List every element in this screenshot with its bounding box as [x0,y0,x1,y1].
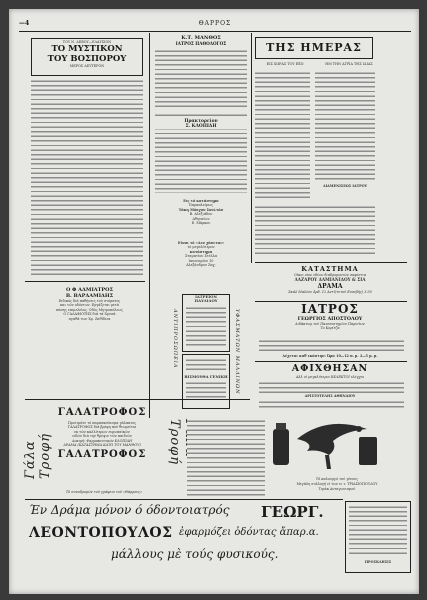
store-ad-line: Σταματίου Στέλλα [184,254,218,259]
section-rule [25,399,250,400]
arrivals-text [259,400,404,408]
serial-article-text [31,79,143,277]
galatrofos-side-text: Γάλα Τροφή [23,432,53,479]
store-ad-line: Είναι τό «Δεν χάνεται» [178,241,224,245]
banner-surname: ΛΕΟΝΤΟΠΟΥΛΟΣ [29,525,173,541]
store-notice [255,265,405,295]
section-rule [25,281,145,282]
column-subhead: ΕΙΣ ΧΩΡΑΣ ΤΟΥ ΕΞΩ [266,62,304,66]
section-rule [25,499,343,500]
column-rule [251,33,252,263]
serial-title: ΤΟ ΜΥΣΤΙΚΟΝ [51,44,123,55]
column-text [155,49,247,109]
galatrofos-title: ΓΑΛΑΤΡΟΦΟΣ [57,407,147,418]
store-ad-line: Ιανουαρίου 10 [188,258,214,263]
agency-ad [155,119,247,129]
page-number: —4 [19,20,30,27]
masthead: ΘΑΡΡΟΣ [198,20,232,27]
store-ad-line: τό μεγαλύτερον [187,245,215,250]
column-subhead: ΗΜ ΤΗΝ ΑΓΡΙΑ ΤΗΣ ΙΔΙΑΣ [325,62,373,66]
galatrofos-line: ΔΡΑΜΑ (ΚΑΤΑΣΤΗΜΑ ΚΑΤΩ ΤΟΥ ΜΑΝΘΟΥ) [63,443,141,448]
store-notice-line: Οίκοι οίον εδίων διαδρομοσιών σαφίστια [293,273,367,277]
arrivals-line: ΑΡΙΣΤΟΤΕΛΗΣ ΑΘΗΝΑΙΟΥ [304,394,356,398]
galatrofos-title: ΓΑΛΑΤΡΟΦΟΣ [57,449,147,461]
doctor-ad-text [259,339,404,353]
invitation-text [349,505,407,557]
store-notice-line: Σκάλ Μαλέου Άρδ. 12 Αντί(τυτού Ευσεβής) 3:30 [288,290,372,295]
vertical-ad-text: ΑΝΤΙΠΡΟΣΩΠΕΙΑ [172,309,178,369]
banner-line: ἐφαρμόζει ὀδόντας ἄπαρ.α. [179,527,319,538]
shop-ad [155,199,247,225]
column-text [187,419,265,497]
product-illustration [267,411,387,473]
agency-ad-name: Σ. ΚΛΟΠΙΔΗ [185,124,217,129]
physician-ad [155,35,247,46]
clinic-ad [182,294,230,352]
dentist-ad-line: Ο ΓΑΛΑΦΙΟΤΗΣ διά τά Χρυσά [63,312,116,317]
shop-ad-line: Αθηναίων [192,216,210,221]
header-rule [19,31,411,32]
shop-ad-line: Εις τό κατάστημα [183,199,219,203]
store-ad-line: κατάστημα [189,249,213,254]
column-rule [149,33,150,418]
bismuth-ad [182,354,230,409]
dentist-ad-line: και τών οδόντων. Εργάζεται μετά [60,303,119,308]
shop-ad-line: Τάκη Μόσχου Σουλτάν [178,207,224,212]
clinic-ad-text [186,306,226,348]
serial-tag: ΤΟΥ Ν. ΔΕΒΟΥ—ΕΛΑΥΣΙΟΝ [62,40,112,44]
agency-ad-title: Πρακτορείον [184,119,218,124]
dentist-ad-line: αγαθά των Χρ. Ζαθίδεια [68,316,111,321]
column-title-box [255,37,373,59]
dentist-ad-name: Β. ΒΑΡΔΑΜΙΔΗΣ [65,293,114,299]
page-header [19,20,411,30]
serial-subtitle: ΜΕΡΟΣ ΔΕΥΤΕΡΟΝ [69,64,105,69]
physician-name: Κ.Τ. ΜΑΝΘΟΣ [181,35,221,41]
invitation-box [345,501,411,573]
arrivals-title: ΑΦΙΧΘΗΣΑΝ [291,363,369,374]
store-notice-line: ΛΑΖΑΡΟΥ ΔΑΜΙΑΝΙΔΟΥ & ΣΙΑ [294,277,366,283]
shop-ad-line: Παραπλεύρως [188,203,214,208]
news-text [315,71,375,181]
vertical-ad-text: ΥΦΑΣΜΑΤΩΝ ΜΑΛΛΙΝΩΝ [234,309,240,395]
store-notice-title: ΚΑΤΑΣΤΗΜΑ [301,265,359,273]
eagle-product-image [267,411,387,473]
galatrofos-line: εκ τών καλλίτερων ευρωπαϊκών [74,429,130,434]
store-ad-line: Αλεξάνδρου Ζαχ. [186,263,216,268]
banner-name: ΓΕΩΡΓ. [261,503,324,521]
doctor-ad-title: ΙΑΤΡΟΣ [301,302,359,316]
physician-title: ΙΑΤΡΟΣ ΠΑΘΟΛΟΓΟΣ [175,41,227,46]
arrivals-line: Αλλ οί μεγαλύτεροι ΕΚΛΕΚΤΟΙ ελέγχοι [295,375,365,379]
dentist-ad-title: Ο Φ ΑΔΜΙΑΤΡΟΣ [65,287,114,293]
bismuth-ad-title: ΒΙΣΜΟΥΘΑ ΓΕΝΙΚΗ [184,374,228,379]
serial-title: ΤΟΥ ΒΟΣΠΟΡΟΥ [47,54,127,65]
shop-ad-line: Β. Αλεξιάδου [189,212,213,217]
dentist-ad [37,287,142,337]
galatrofos-side-text: Τροφή [167,419,182,466]
news-text [255,205,375,255]
store-ad [155,241,247,267]
column-title: ΤΗΣ ΗΜΕΡΑΣ [266,41,362,54]
doctor-ad-name: ΓΕΩΡΓΙΟΣ ΑΠΟΣΤΟΛΟΥ [297,316,363,322]
invitation-title: ΠΡΟΣΚΛΗΣΙΣ [364,560,392,564]
galatrofos-line: ειδών διά την θρέψιν τών παιδιών [72,434,132,439]
galatrofos-line: Δοκιμή: Φαρμακευτικόν ΚΛΟΠΙΔΗ [71,438,133,443]
notice-heading: ΔΙΑΜΕΝΙΣΕΩΣ ΙΑΤΡΟΥ [322,184,368,188]
bottom-notice-line: Τό καλουργό τού γένους [315,477,359,481]
dentist-ad-line: Ειδικός διά παθήσεις τού στόματος [58,299,121,303]
dentist-ad-line: πάσης επιμελείας. Οδός Μητροπόλεως [56,307,123,312]
galatrofos-line: Προτιμάτε τό παρασκεύασμα γάλακτος [67,421,137,425]
bismuth-ad-text [186,358,226,372]
store-notice-city: ΔΡΑΜΑ [317,283,343,291]
doctor-ad-hours: Δέχεται καθ εκάστην: Ώρα 10—12 π. μ. 3—5 μ. μ. [282,354,378,358]
bottom-notice-line: Μεγάλη συλλογή εί των ει τ. ΤΡΙΑΣΙΟΠΟΥΛΟΥ [296,482,378,486]
news-text [255,71,310,201]
bottom-notice-line: Τιμάκ Ανταγωνισμού [318,487,356,491]
galatrofos-line: ΓΑΛΑΤΡΟΦΟΣ διά βρέφη πού θεωρείται [67,425,137,430]
section-rule [255,361,407,362]
banner-line: μάλλους μὲ τούς φυσικούς. [111,547,279,561]
serial-title-box [31,38,143,76]
arrivals-text [259,381,404,393]
dentist-banner [29,503,343,581]
banner-line: Έν Δράμα μόνον ό όδοντοιατρός [29,503,230,517]
doctor-ad [255,303,405,331]
doctor-ad-line: Το Κορίτζα [320,326,340,331]
shop-ad-line: Ε. Μάρκου [191,221,211,226]
section-rule [255,262,407,263]
galatrofos-caption: Τό συνοδρομών τού γράφειο τού «Θάρρους» [65,490,143,494]
clinic-ad-title: ΙΑΤΡΕΙΟΝ ΠΑΥΛΙΔΟΥ [194,294,218,304]
doctor-ad-line: Διδάκτωρ τού Πανεπιστημίου Παρισίων [295,322,365,326]
newspaper-page [9,9,419,594]
